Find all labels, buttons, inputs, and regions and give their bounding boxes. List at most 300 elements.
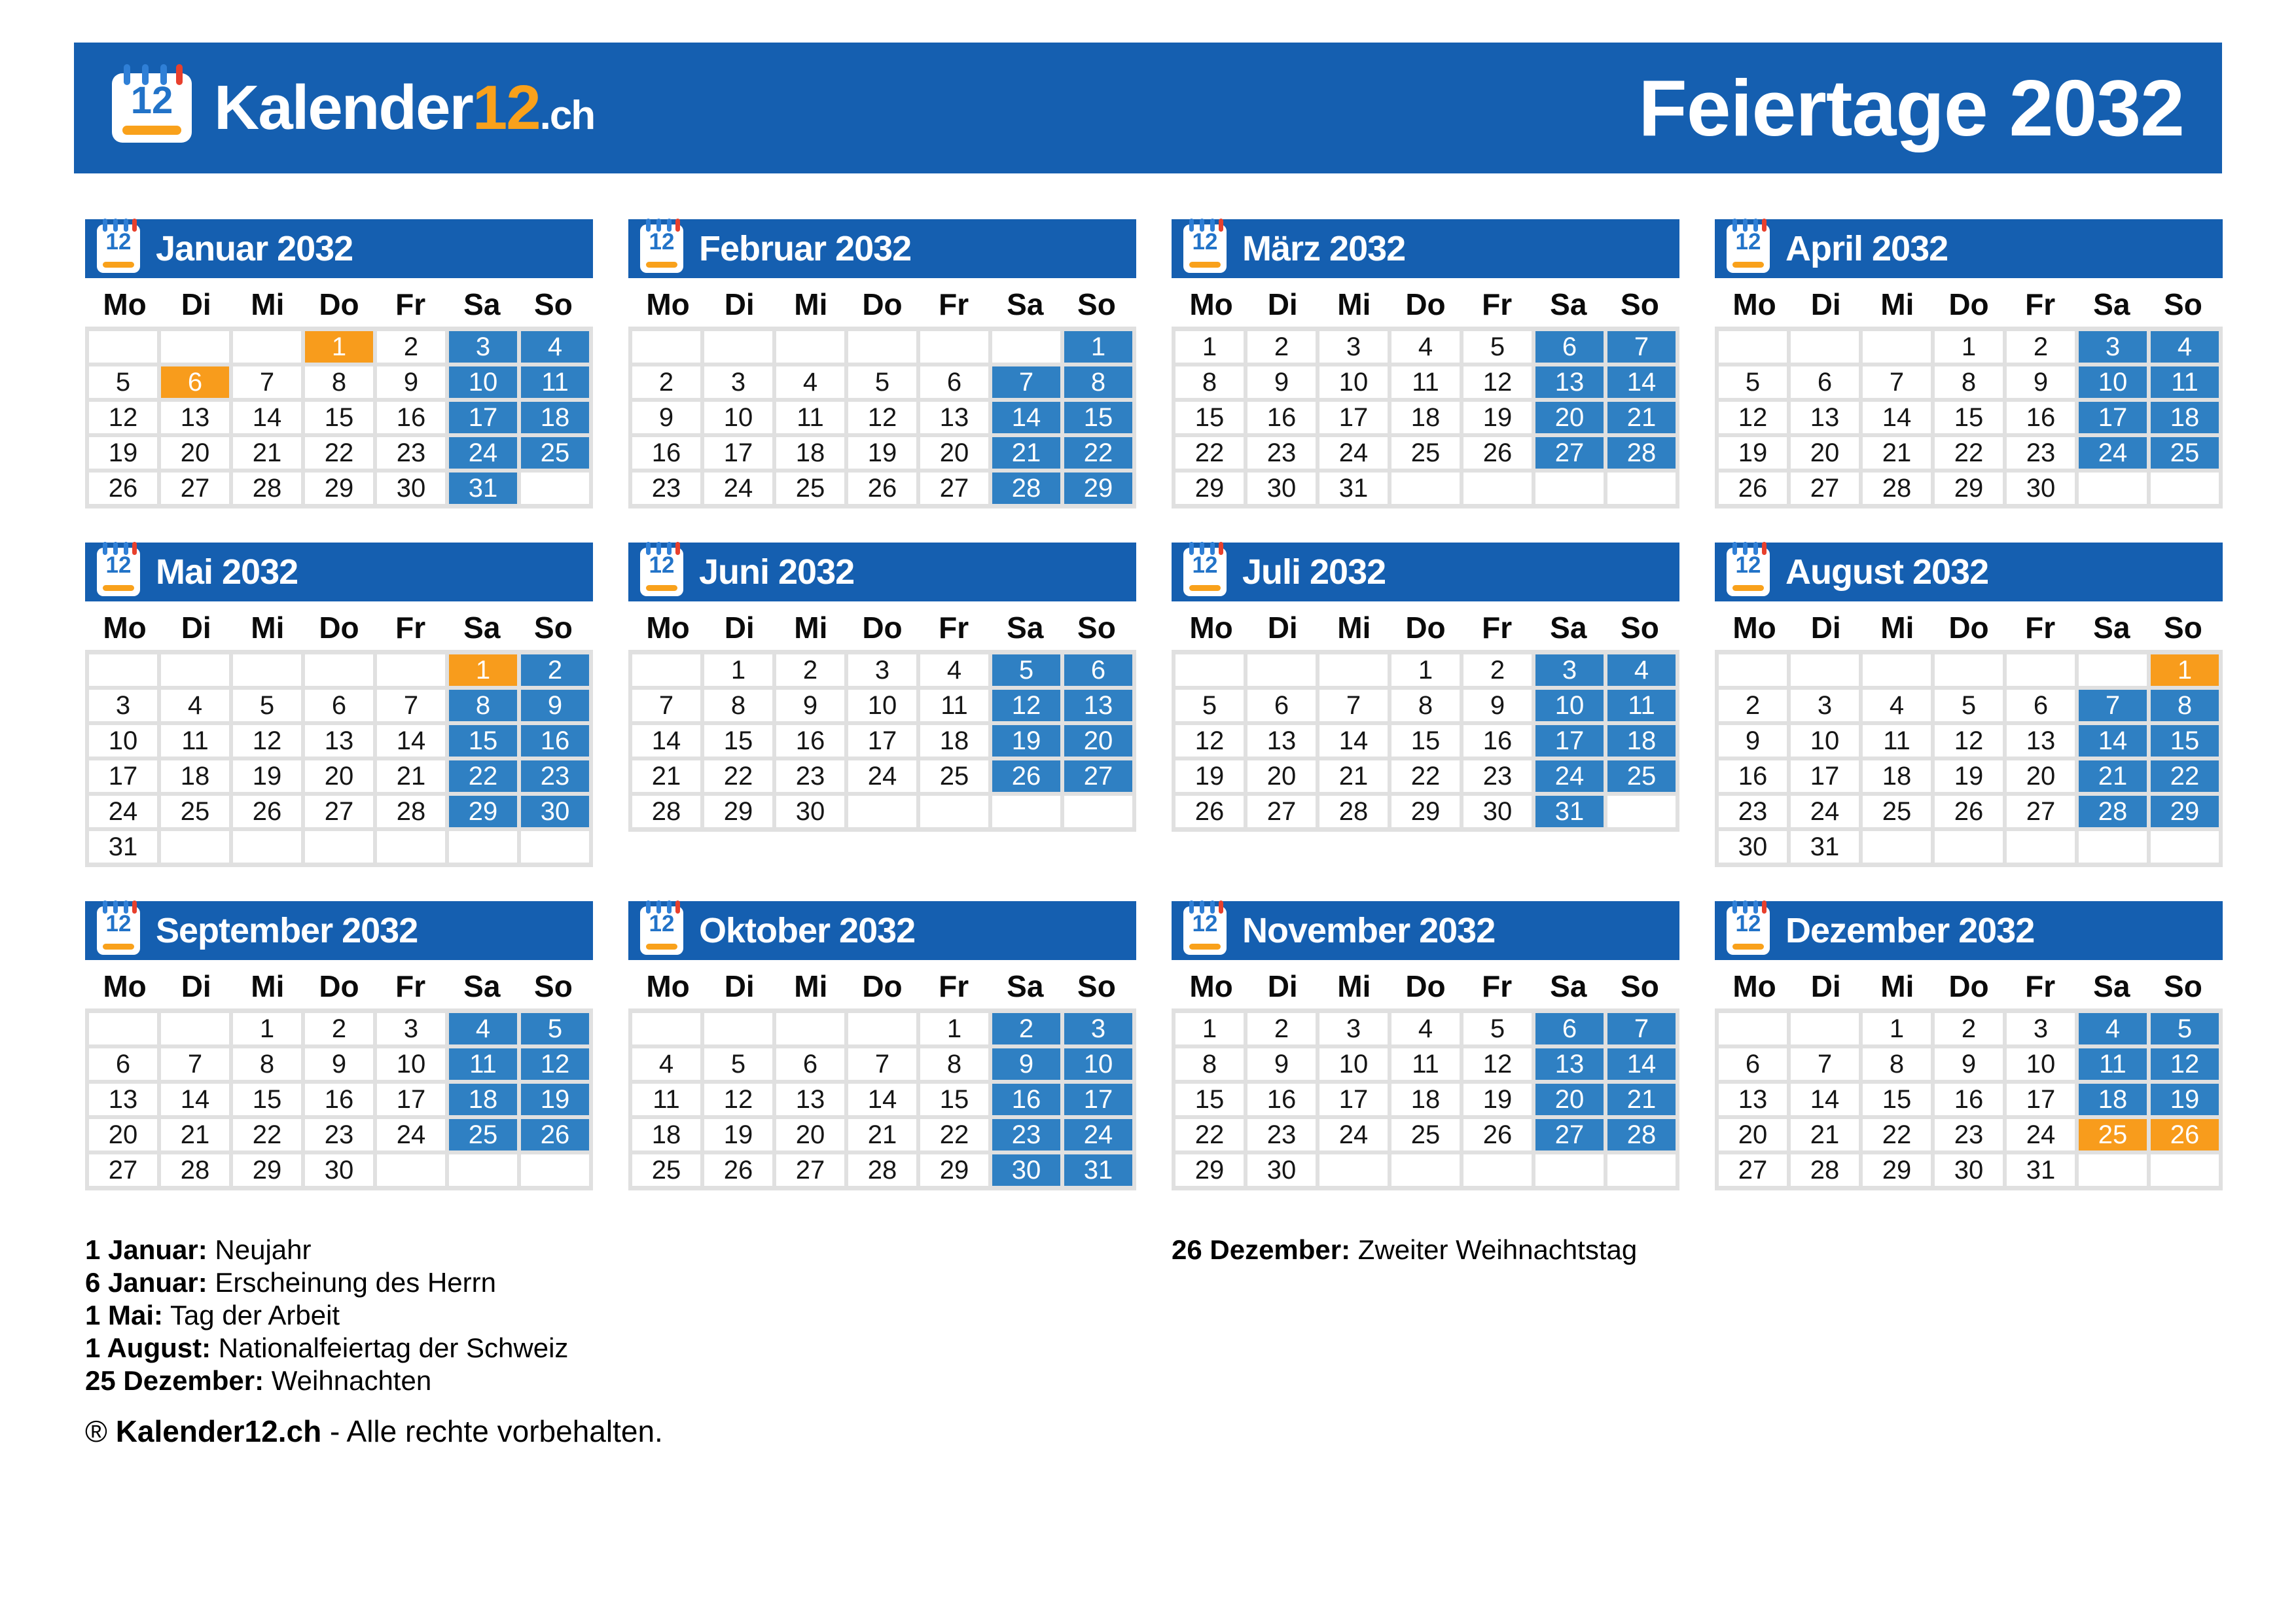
- day-cell: 5: [89, 366, 157, 398]
- holiday-legend-entry: [85, 1332, 1172, 1364]
- day-cell: 7: [848, 1048, 916, 1080]
- weekend-day-cell: 23: [521, 760, 589, 792]
- day-cell: 13: [776, 1084, 844, 1115]
- weekday-label: So: [1077, 969, 1116, 1003]
- weekend-day-cell: 18: [449, 1084, 517, 1115]
- weekday-label: Mo: [103, 611, 147, 645]
- weekday-row: [1715, 601, 2223, 650]
- day-cell: 26: [1463, 1119, 1532, 1150]
- day-cell: 3: [377, 1013, 445, 1044]
- day-cell: 2: [1719, 690, 1787, 721]
- weekday-label: Sa: [1007, 969, 1044, 1003]
- month-days-grid: [628, 327, 1136, 508]
- empty-day-cell: [1463, 1154, 1532, 1186]
- day-cell: 4: [1391, 1013, 1460, 1044]
- icon-number: 12: [105, 552, 132, 578]
- icon-orange-bar: [646, 585, 678, 591]
- weekday-label: Di: [1267, 611, 1298, 645]
- weekday-label: So: [1077, 287, 1116, 321]
- month-days-grid: [628, 1008, 1136, 1190]
- month-title: Juni 2032: [699, 552, 855, 592]
- weekday-row: [1715, 960, 2223, 1008]
- day-cell: 12: [1935, 725, 2003, 757]
- weekend-day-cell: 29: [1064, 473, 1132, 504]
- holiday-day-cell: 25: [2079, 1119, 2147, 1150]
- weekday-label: Mo: [646, 969, 690, 1003]
- day-cell: 9: [377, 366, 445, 398]
- day-cell: 4: [920, 654, 988, 686]
- day-cell: 7: [161, 1048, 229, 1080]
- weekday-label: Mo: [103, 287, 147, 321]
- day-cell: 26: [1719, 473, 1787, 504]
- day-cell: 11: [1863, 725, 1931, 757]
- month-title: März 2032: [1242, 229, 1406, 268]
- weekend-day-cell: 21: [2079, 760, 2147, 792]
- weekday-label: Mi: [1337, 969, 1371, 1003]
- icon-orange-bar: [1732, 262, 1765, 268]
- weekend-day-cell: 26: [521, 1119, 589, 1150]
- empty-day-cell: [920, 331, 988, 363]
- empty-day-cell: [1791, 331, 1859, 363]
- icon-orange-bar: [1189, 944, 1221, 950]
- day-cell: 22: [920, 1119, 988, 1150]
- weekend-day-cell: 24: [1064, 1119, 1132, 1150]
- weekday-label: Di: [724, 287, 755, 321]
- logo-text-12: 12: [472, 73, 540, 143]
- holiday-date: 6 Januar:: [85, 1267, 207, 1298]
- weekday-row: [85, 601, 593, 650]
- month-block: [85, 901, 593, 1190]
- day-cell: 16: [1463, 725, 1532, 757]
- day-cell: 1: [1391, 654, 1460, 686]
- icon-number: 12: [1735, 552, 1761, 578]
- day-cell: 4: [1863, 690, 1931, 721]
- day-cell: 14: [1863, 402, 1931, 433]
- day-cell: 21: [1863, 437, 1931, 469]
- empty-day-cell: [449, 1154, 517, 1186]
- weekend-day-cell: 24: [1535, 760, 1604, 792]
- holiday-date: 1 August:: [85, 1332, 211, 1363]
- icon-number: 12: [649, 552, 675, 578]
- month-days-grid: [1715, 650, 2223, 867]
- empty-day-cell: [704, 331, 772, 363]
- weekday-label: So: [534, 969, 573, 1003]
- day-cell: 24: [704, 473, 772, 504]
- weekday-label: Mo: [646, 611, 690, 645]
- empty-day-cell: [377, 1154, 445, 1186]
- empty-day-cell: [377, 654, 445, 686]
- weekend-day-cell: 28: [1607, 1119, 1676, 1150]
- weekday-label: Mo: [1189, 611, 1233, 645]
- day-cell: 8: [1175, 366, 1244, 398]
- empty-day-cell: [1463, 473, 1532, 504]
- day-cell: 1: [1935, 331, 2003, 363]
- weekday-label: Do: [319, 611, 359, 645]
- weekend-day-cell: 17: [2079, 402, 2147, 433]
- day-cell: 22: [233, 1119, 301, 1150]
- day-cell: 17: [377, 1084, 445, 1115]
- weekend-day-cell: 11: [449, 1048, 517, 1080]
- weekday-label: Di: [1810, 969, 1841, 1003]
- holiday-name: Weihnachten: [264, 1365, 432, 1396]
- month-title: Mai 2032: [156, 552, 298, 592]
- weekend-day-cell: 3: [1535, 654, 1604, 686]
- weekday-label: Sa: [463, 287, 501, 321]
- weekday-label: Do: [319, 969, 359, 1003]
- day-cell: 7: [632, 690, 700, 721]
- day-cell: 3: [704, 366, 772, 398]
- weekend-day-cell: 30: [992, 1154, 1060, 1186]
- day-cell: 3: [1319, 331, 1388, 363]
- day-cell: 16: [776, 725, 844, 757]
- day-cell: 29: [305, 473, 373, 504]
- day-cell: 25: [776, 473, 844, 504]
- weekday-label: Mi: [1880, 969, 1914, 1003]
- empty-day-cell: [1064, 796, 1132, 827]
- weekday-label: Sa: [1550, 611, 1587, 645]
- day-cell: 20: [776, 1119, 844, 1150]
- day-cell: 31: [1319, 473, 1388, 504]
- day-cell: 8: [1391, 690, 1460, 721]
- day-cell: 22: [1391, 760, 1460, 792]
- weekend-day-cell: 14: [1607, 366, 1676, 398]
- month-block: [1172, 901, 1679, 1190]
- day-cell: 9: [1719, 725, 1787, 757]
- day-cell: 29: [1175, 1154, 1244, 1186]
- day-cell: 10: [1791, 725, 1859, 757]
- day-cell: 20: [161, 437, 229, 469]
- weekday-label: Mo: [1732, 287, 1776, 321]
- weekday-label: Di: [181, 969, 211, 1003]
- empty-day-cell: [776, 331, 844, 363]
- day-cell: 24: [1791, 796, 1859, 827]
- empty-day-cell: [2079, 831, 2147, 863]
- day-cell: 19: [848, 437, 916, 469]
- icon-number: 12: [130, 79, 173, 122]
- day-cell: 11: [632, 1084, 700, 1115]
- weekend-day-cell: 12: [521, 1048, 589, 1080]
- day-cell: 3: [1319, 1013, 1388, 1044]
- icon-orange-bar: [646, 262, 678, 268]
- day-cell: 6: [2007, 690, 2075, 721]
- month-title: Januar 2032: [156, 229, 353, 268]
- day-cell: 12: [1719, 402, 1787, 433]
- day-cell: 16: [1247, 402, 1316, 433]
- weekend-day-cell: 15: [1064, 402, 1132, 433]
- weekend-day-cell: 27: [1535, 437, 1604, 469]
- day-cell: 24: [377, 1119, 445, 1150]
- calendar-12-icon: [97, 548, 140, 596]
- icon-number: 12: [1735, 911, 1761, 936]
- day-cell: 30: [1247, 1154, 1316, 1186]
- day-cell: 9: [632, 402, 700, 433]
- weekend-day-cell: 2: [992, 1013, 1060, 1044]
- weekday-label: So: [534, 287, 573, 321]
- weekend-day-cell: 4: [521, 331, 589, 363]
- holiday-day-cell: 1: [449, 654, 517, 686]
- month-header: [628, 901, 1136, 960]
- day-cell: 15: [1175, 402, 1244, 433]
- day-cell: 23: [1463, 760, 1532, 792]
- empty-day-cell: [632, 331, 700, 363]
- day-cell: 15: [1175, 1084, 1244, 1115]
- empty-day-cell: [89, 654, 157, 686]
- day-cell: 29: [1391, 796, 1460, 827]
- month-header: [1715, 543, 2223, 601]
- weekend-day-cell: 10: [2079, 366, 2147, 398]
- day-cell: 8: [1175, 1048, 1244, 1080]
- weekday-label: Fr: [2025, 969, 2056, 1003]
- weekend-day-cell: 21: [1607, 402, 1676, 433]
- day-cell: 17: [1319, 1084, 1388, 1115]
- empty-day-cell: [992, 796, 1060, 827]
- weekday-label: Do: [1405, 287, 1446, 321]
- weekday-label: So: [1621, 611, 1659, 645]
- weekend-day-cell: 10: [449, 366, 517, 398]
- day-cell: 14: [1319, 725, 1388, 757]
- day-cell: 13: [161, 402, 229, 433]
- weekend-day-cell: 22: [2151, 760, 2219, 792]
- empty-day-cell: [161, 831, 229, 863]
- weekday-label: Do: [1948, 969, 1989, 1003]
- empty-day-cell: [1791, 1013, 1859, 1044]
- day-cell: 7: [1791, 1048, 1859, 1080]
- icon-number: 12: [1192, 229, 1218, 255]
- weekday-label: Mi: [251, 969, 285, 1003]
- empty-day-cell: [1607, 796, 1676, 827]
- day-cell: 19: [233, 760, 301, 792]
- weekend-day-cell: 17: [1064, 1084, 1132, 1115]
- empty-day-cell: [1719, 1013, 1787, 1044]
- month-days-grid: [85, 650, 593, 867]
- empty-day-cell: [161, 331, 229, 363]
- empty-day-cell: [1319, 1154, 1388, 1186]
- day-cell: 17: [704, 437, 772, 469]
- day-cell: 20: [1719, 1119, 1787, 1150]
- day-cell: 21: [377, 760, 445, 792]
- empty-day-cell: [2079, 654, 2147, 686]
- month-title: November 2032: [1242, 911, 1496, 950]
- weekend-day-cell: 7: [2079, 690, 2147, 721]
- icon-orange-bar: [103, 262, 135, 268]
- month-header: [85, 901, 593, 960]
- weekday-label: Di: [724, 611, 755, 645]
- weekend-day-cell: 3: [449, 331, 517, 363]
- weekend-day-cell: 20: [1535, 1084, 1604, 1115]
- day-cell: 9: [1247, 1048, 1316, 1080]
- day-cell: 20: [305, 760, 373, 792]
- weekend-day-cell: 19: [992, 725, 1060, 757]
- weekday-row: [628, 960, 1136, 1008]
- weekend-day-cell: 17: [1535, 725, 1604, 757]
- day-cell: 29: [233, 1154, 301, 1186]
- holiday-day-cell: 1: [305, 331, 373, 363]
- day-cell: 15: [1935, 402, 2003, 433]
- day-cell: 19: [1935, 760, 2003, 792]
- weekday-label: Fr: [395, 287, 426, 321]
- empty-day-cell: [2079, 1154, 2147, 1186]
- day-cell: 27: [920, 473, 988, 504]
- day-cell: 28: [1319, 796, 1388, 827]
- day-cell: 16: [1935, 1084, 2003, 1115]
- day-cell: 24: [1319, 437, 1388, 469]
- day-cell: 14: [632, 725, 700, 757]
- day-cell: 8: [305, 366, 373, 398]
- empty-day-cell: [521, 831, 589, 863]
- month-title: Juli 2032: [1242, 552, 1386, 592]
- day-cell: 1: [920, 1013, 988, 1044]
- day-cell: 7: [1319, 690, 1388, 721]
- day-cell: 15: [704, 725, 772, 757]
- day-cell: 19: [89, 437, 157, 469]
- weekday-label: Sa: [1007, 287, 1044, 321]
- weekday-label: Do: [1948, 287, 1989, 321]
- weekend-day-cell: 3: [2079, 331, 2147, 363]
- holiday-name: Tag der Arbeit: [163, 1300, 340, 1330]
- day-cell: 11: [161, 725, 229, 757]
- weekend-day-cell: 7: [1607, 1013, 1676, 1044]
- weekend-day-cell: 25: [2151, 437, 2219, 469]
- icon-orange-bar: [1189, 585, 1221, 591]
- weekday-label: Mo: [1732, 969, 1776, 1003]
- day-cell: 11: [920, 690, 988, 721]
- day-cell: 4: [1391, 331, 1460, 363]
- holiday-name: Neujahr: [207, 1234, 312, 1265]
- weekend-day-cell: 6: [1064, 654, 1132, 686]
- weekend-day-cell: 5: [521, 1013, 589, 1044]
- empty-day-cell: [161, 1013, 229, 1044]
- day-cell: 19: [704, 1119, 772, 1150]
- empty-day-cell: [1391, 1154, 1460, 1186]
- weekend-day-cell: 18: [2151, 402, 2219, 433]
- day-cell: 25: [632, 1154, 700, 1186]
- calendar-12-icon: [97, 224, 140, 273]
- day-cell: 21: [1791, 1119, 1859, 1150]
- day-cell: 23: [377, 437, 445, 469]
- weekday-label: Fr: [2025, 287, 2056, 321]
- calendar-12-icon: [1727, 548, 1770, 596]
- day-cell: 25: [1863, 796, 1931, 827]
- day-cell: 18: [920, 725, 988, 757]
- weekday-label: Di: [1810, 611, 1841, 645]
- empty-day-cell: [2151, 831, 2219, 863]
- weekend-day-cell: 13: [1535, 366, 1604, 398]
- empty-day-cell: [1719, 331, 1787, 363]
- day-cell: 3: [1791, 690, 1859, 721]
- weekday-label: Do: [1405, 611, 1446, 645]
- day-cell: 5: [1463, 331, 1532, 363]
- weekday-label: Di: [181, 611, 211, 645]
- day-cell: 5: [848, 366, 916, 398]
- day-cell: 16: [377, 402, 445, 433]
- day-cell: 10: [848, 690, 916, 721]
- weekday-label: Do: [862, 287, 903, 321]
- weekday-label: Fr: [395, 611, 426, 645]
- weekday-label: Mi: [251, 611, 285, 645]
- weekday-label: So: [1621, 969, 1659, 1003]
- day-cell: 23: [632, 473, 700, 504]
- month-title: Februar 2032: [699, 229, 912, 268]
- weekend-day-cell: 4: [2151, 331, 2219, 363]
- day-cell: 28: [377, 796, 445, 827]
- day-cell: 10: [377, 1048, 445, 1080]
- day-cell: 28: [1863, 473, 1931, 504]
- calendar-12-icon: [112, 73, 192, 143]
- weekday-label: Mi: [794, 287, 828, 321]
- day-cell: 6: [1247, 690, 1316, 721]
- day-cell: 15: [1391, 725, 1460, 757]
- day-cell: 13: [2007, 725, 2075, 757]
- day-cell: 15: [305, 402, 373, 433]
- weekend-day-cell: 6: [1535, 331, 1604, 363]
- day-cell: 22: [704, 760, 772, 792]
- icon-orange-bar: [103, 585, 135, 591]
- day-cell: 1: [1175, 331, 1244, 363]
- day-cell: 2: [1247, 1013, 1316, 1044]
- weekend-day-cell: 14: [2079, 725, 2147, 757]
- weekend-day-cell: 1: [1064, 331, 1132, 363]
- copyright-text: - Alle rechte vorbehalten.: [329, 1414, 663, 1448]
- weekday-label: So: [534, 611, 573, 645]
- weekend-day-cell: 18: [1607, 725, 1676, 757]
- icon-number: 12: [1192, 911, 1218, 936]
- weekday-row: [628, 278, 1136, 327]
- weekday-label: Mi: [1337, 287, 1371, 321]
- day-cell: 2: [1463, 654, 1532, 686]
- day-cell: 31: [1791, 831, 1859, 863]
- empty-day-cell: [632, 1013, 700, 1044]
- weekend-day-cell: 19: [2151, 1084, 2219, 1115]
- weekend-day-cell: 11: [521, 366, 589, 398]
- day-cell: 30: [1719, 831, 1787, 863]
- day-cell: 13: [1791, 402, 1859, 433]
- day-cell: 20: [89, 1119, 157, 1150]
- empty-day-cell: [1935, 654, 2003, 686]
- weekday-label: Mo: [1189, 969, 1233, 1003]
- day-cell: 9: [1935, 1048, 2003, 1080]
- day-cell: 18: [1391, 402, 1460, 433]
- weekday-label: Mo: [103, 969, 147, 1003]
- weekend-day-cell: 21: [992, 437, 1060, 469]
- month-header: [1172, 219, 1679, 278]
- month-header: [1715, 901, 2223, 960]
- day-cell: 16: [305, 1084, 373, 1115]
- weekend-day-cell: 12: [992, 690, 1060, 721]
- weekend-day-cell: 25: [1607, 760, 1676, 792]
- day-cell: 26: [89, 473, 157, 504]
- weekday-label: Mo: [1732, 611, 1776, 645]
- month-header: [85, 219, 593, 278]
- logo-text-kalender: Kalender: [214, 73, 473, 143]
- day-cell: 5: [1463, 1013, 1532, 1044]
- weekday-label: Mi: [1337, 611, 1371, 645]
- day-cell: 27: [305, 796, 373, 827]
- empty-day-cell: [632, 654, 700, 686]
- day-cell: 10: [89, 725, 157, 757]
- day-cell: 29: [1935, 473, 2003, 504]
- empty-day-cell: [1607, 1154, 1676, 1186]
- weekday-label: Do: [1405, 969, 1446, 1003]
- weekday-label: Mi: [251, 287, 285, 321]
- day-cell: 15: [1863, 1084, 1931, 1115]
- day-cell: 12: [233, 725, 301, 757]
- empty-day-cell: [2007, 831, 2075, 863]
- day-cell: 2: [776, 654, 844, 686]
- holiday-name: Nationalfeiertag der Schweiz: [211, 1332, 569, 1363]
- weekend-day-cell: 25: [449, 1119, 517, 1150]
- weekend-day-cell: 29: [2151, 796, 2219, 827]
- weekend-day-cell: 16: [992, 1084, 1060, 1115]
